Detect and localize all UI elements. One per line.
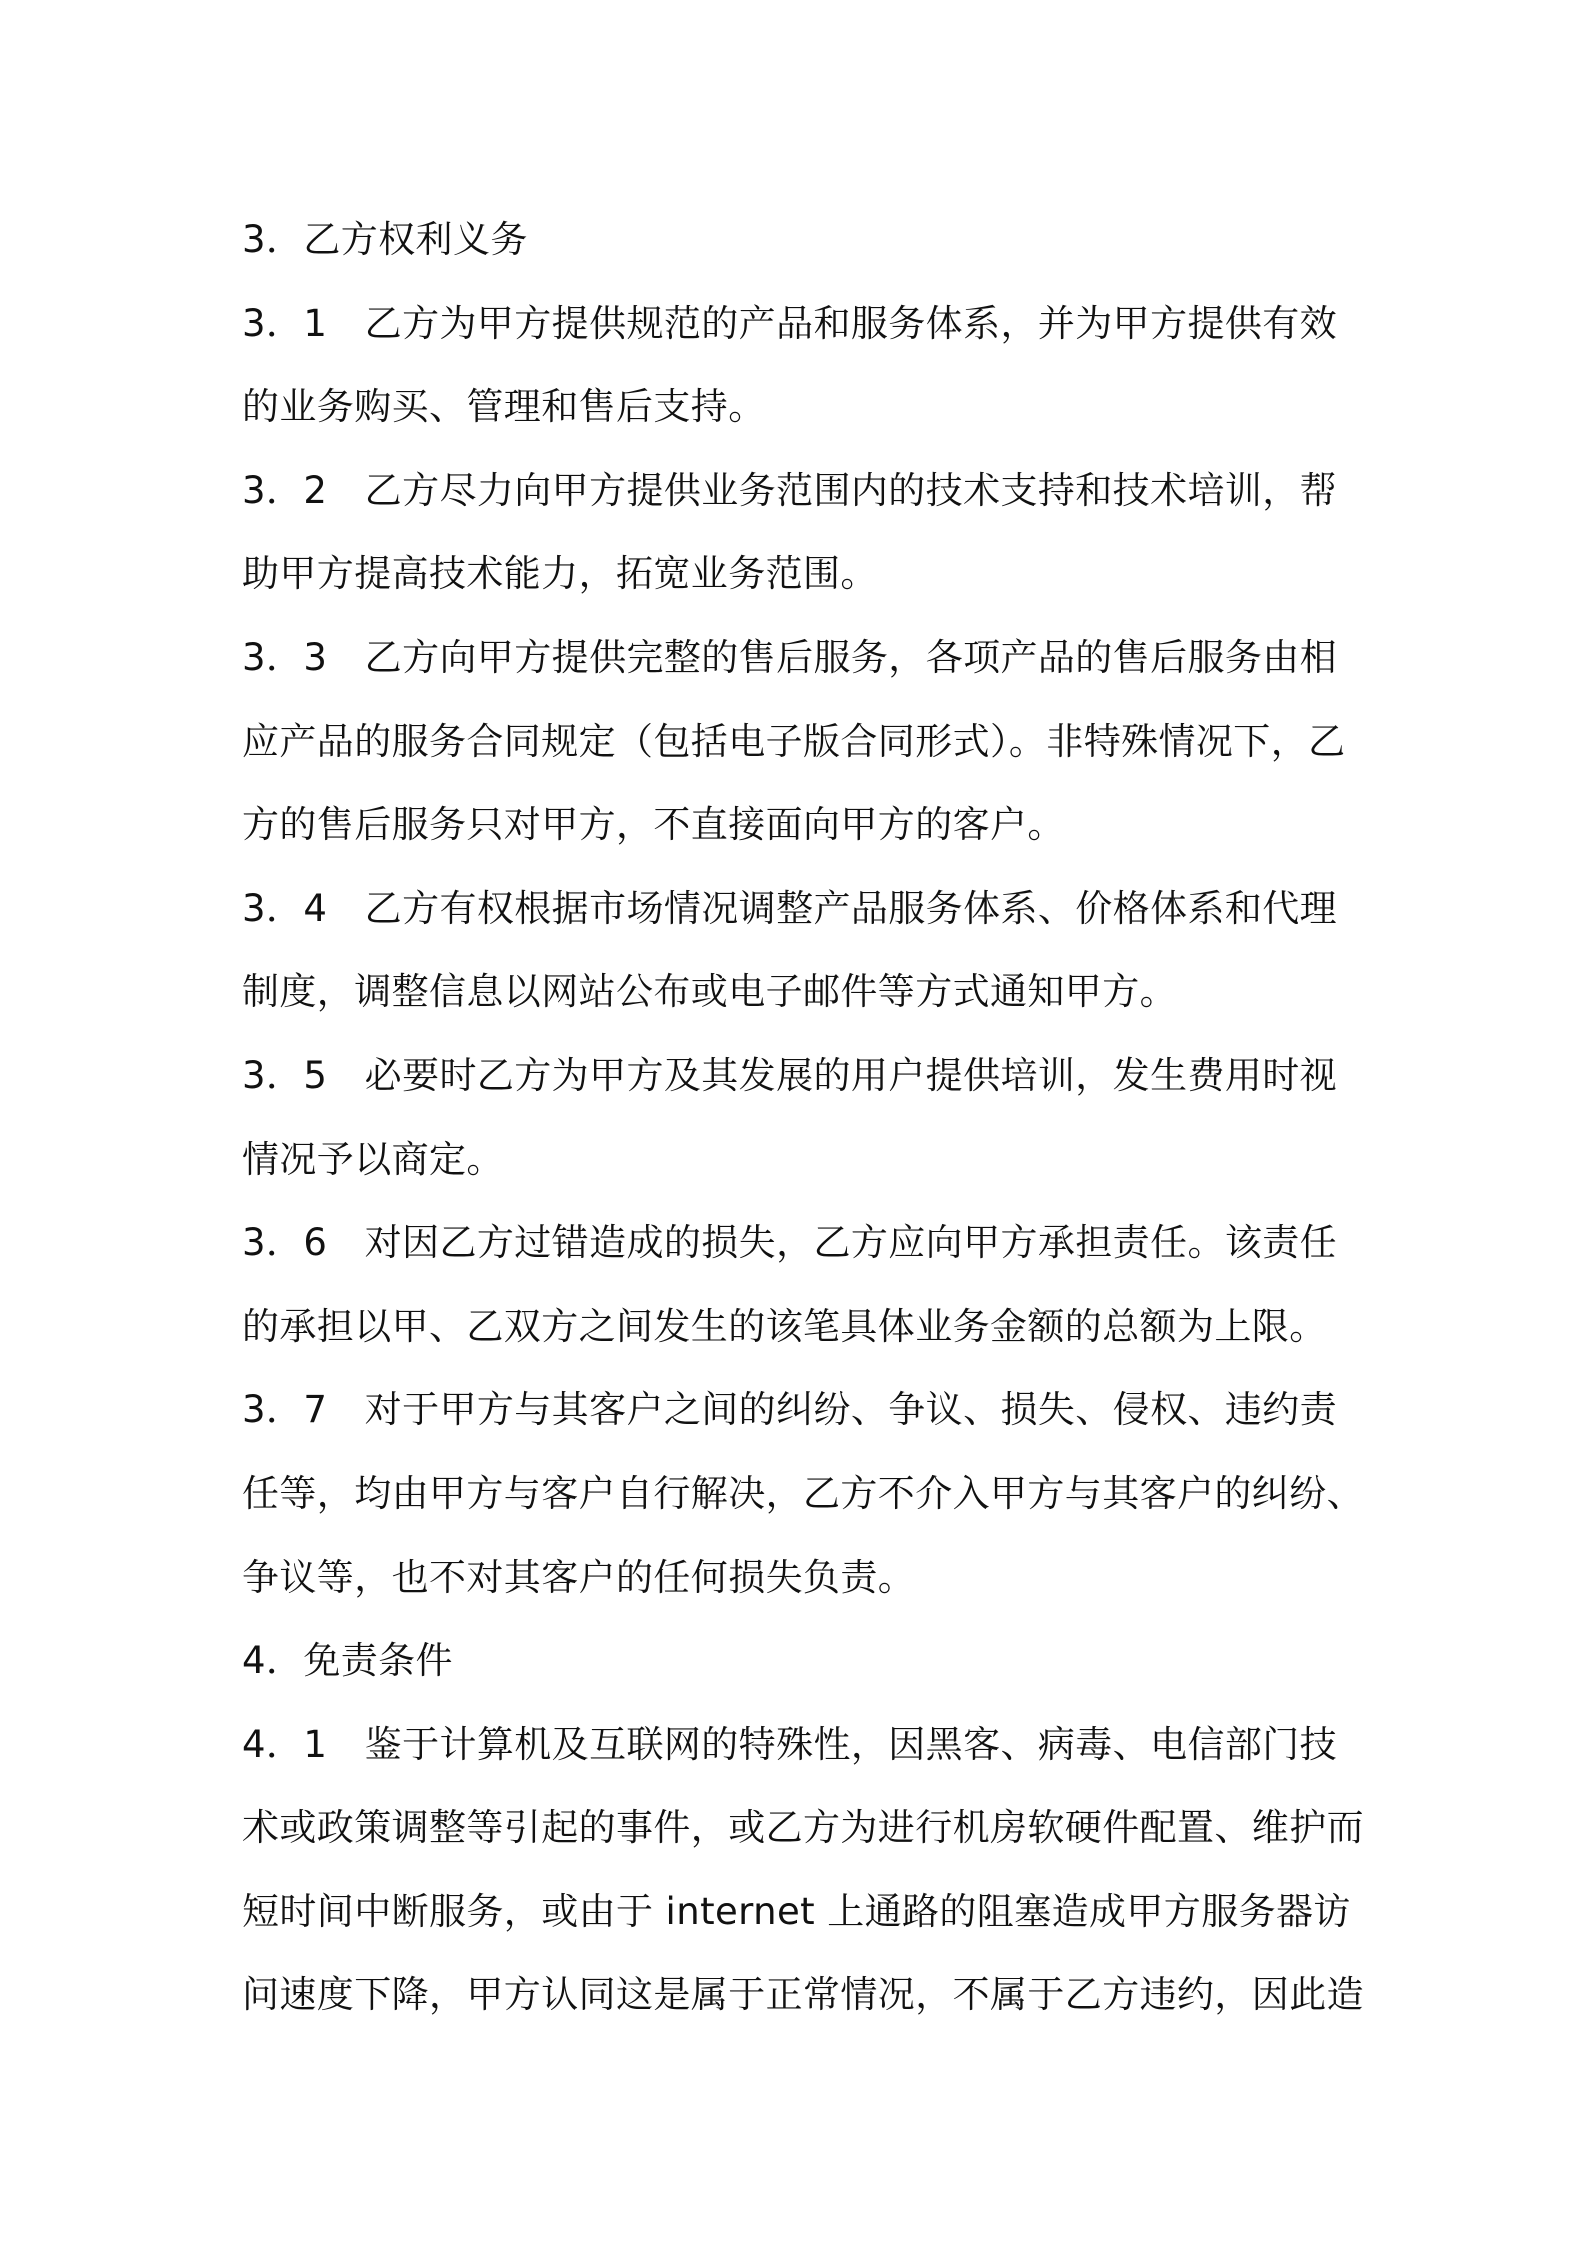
clause-line: 应产品的服务合同规定（包括电子版合同形式）。非特殊情况下，乙 (242, 719, 1346, 763)
clause-line: 3．6 对因乙方过错造成的损失，乙方应向甲方承担责任。该责任 (242, 1221, 1338, 1265)
clause-line: 的业务购买、管理和售后支持。 (242, 385, 766, 429)
clause-line: 术或政策调整等引起的事件，或乙方为进行机房软硬件配置、维护而 (242, 1806, 1364, 1850)
clause-line: 4．1 鉴于计算机及互联网的特殊性，因黑客、病毒、电信部门技 (242, 1722, 1338, 1766)
section-heading: 3．乙方权利义务 (242, 218, 528, 261)
clause-line: 3．2 乙方尽力向甲方提供业务范围内的技术支持和技术培训，帮 (242, 468, 1338, 512)
clause-line: 助甲方提高技术能力，拓宽业务范围。 (242, 552, 878, 596)
clause-line: 3．1 乙方为甲方提供规范的产品和服务体系，并为甲方提供有效 (242, 301, 1338, 345)
clause-line: 任等，均由甲方与客户自行解决，乙方不介入甲方与其客户的纠纷、 (242, 1471, 1364, 1515)
clause-line: 短时间中断服务，或由于 internet 上通路的阻塞造成甲方服务器访 (242, 1889, 1351, 1933)
clause-line: 3．4 乙方有权根据市场情况调整产品服务体系、价格体系和代理 (242, 886, 1338, 930)
clause-line: 争议等，也不对其客户的任何损失负责。 (242, 1555, 916, 1599)
clause-line: 方的售后服务只对甲方，不直接面向甲方的客户。 (242, 803, 1065, 847)
clause-line: 问速度下降，甲方认同这是属于正常情况，不属于乙方违约，因此造 (242, 1973, 1364, 2017)
clause-line: 3．3 乙方向甲方提供完整的售后服务，各项产品的售后服务由相 (242, 635, 1338, 679)
clause-line: 的承担以甲、乙双方之间发生的该笔具体业务金额的总额为上限。 (242, 1304, 1327, 1348)
clause-line: 制度，调整信息以网站公布或电子邮件等方式通知甲方。 (242, 970, 1177, 1014)
document-body (242, 198, 1372, 2037)
clause-line: 3．5 必要时乙方为甲方及其发展的用户提供培训，发生费用时视 (242, 1053, 1338, 1097)
clause-line: 3．7 对于甲方与其客户之间的纠纷、争议、损失、侵权、违约责 (242, 1388, 1338, 1432)
section-heading: 4．免责条件 (242, 1639, 453, 1683)
clause-line: 情况予以商定。 (242, 1137, 504, 1181)
